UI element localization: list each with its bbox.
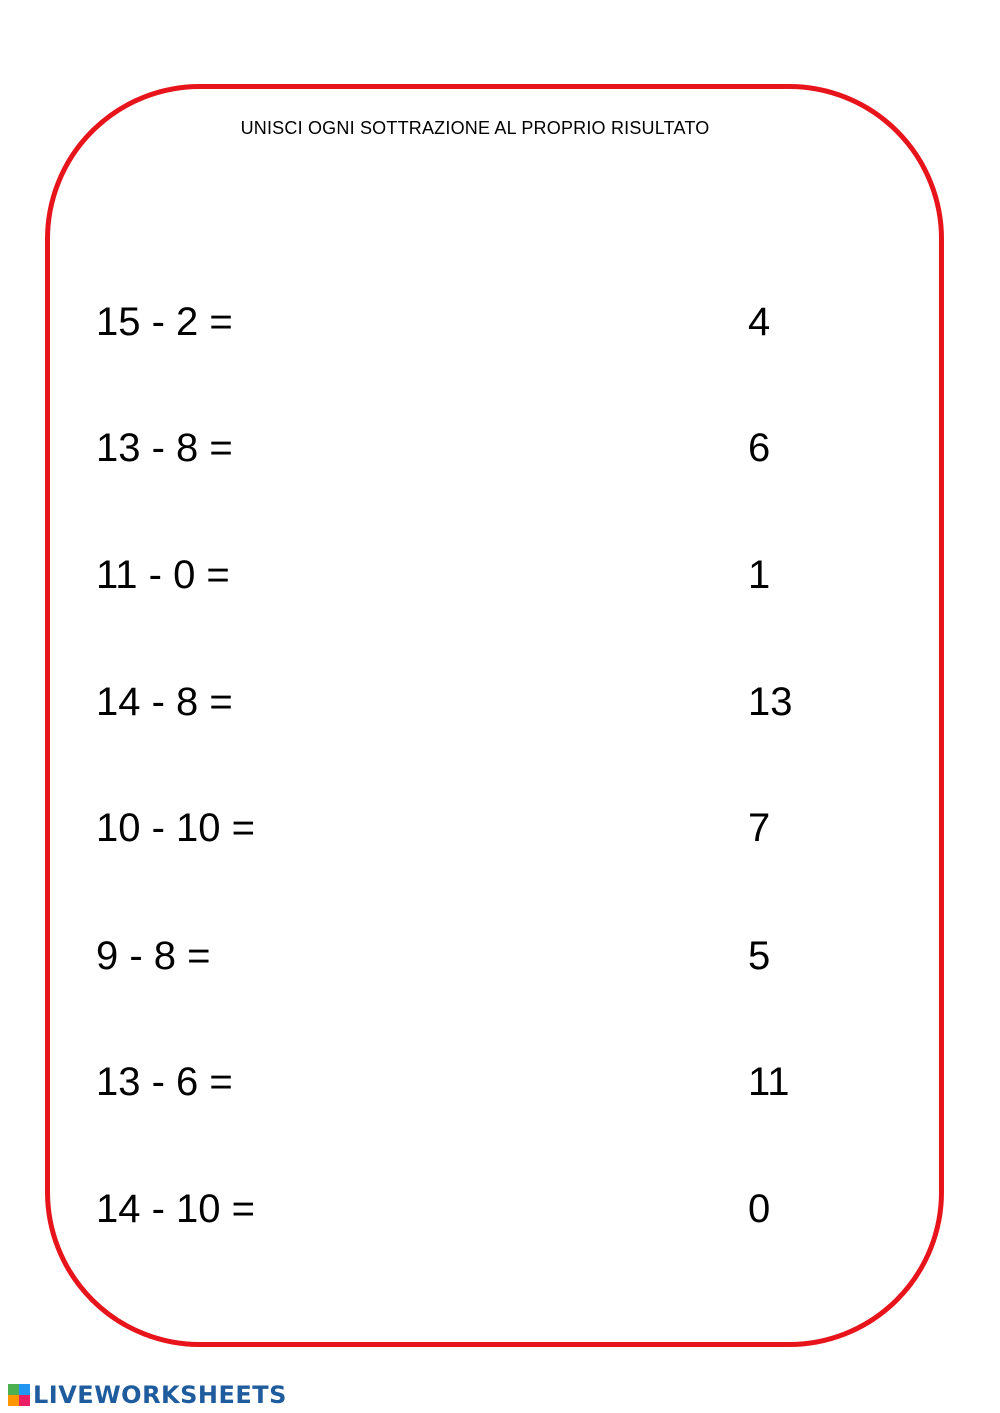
subtraction-expression[interactable]: 14 - 8 = (96, 680, 233, 724)
result-option[interactable]: 11 (748, 1060, 790, 1104)
result-option[interactable]: 5 (748, 934, 771, 978)
subtraction-expression[interactable]: 13 - 6 = (96, 1060, 233, 1104)
exercise-row (0, 545, 1000, 605)
exercise-row (0, 926, 1000, 986)
exercise-row (0, 798, 1000, 858)
result-option[interactable]: 0 (748, 1187, 771, 1231)
result-option[interactable]: 13 (748, 680, 793, 724)
exercise-row (0, 418, 1000, 478)
result-option[interactable]: 7 (748, 806, 771, 850)
result-option[interactable]: 4 (748, 300, 771, 344)
subtraction-expression[interactable]: 9 - 8 = (96, 934, 211, 978)
subtraction-expression[interactable]: 10 - 10 = (96, 806, 256, 850)
subtraction-expression[interactable]: 11 - 0 = (96, 553, 230, 597)
exercise-row (0, 672, 1000, 732)
liveworksheets-logo-icon (8, 1384, 30, 1406)
exercise-row (0, 292, 1000, 352)
logo-text: LIVEWORKSHEETS (33, 1381, 287, 1409)
subtraction-expression[interactable]: 13 - 8 = (96, 426, 233, 470)
instruction-title: UNISCI OGNI SOTTRAZIONE AL PROPRIO RISULTATO (240, 118, 710, 138)
result-option[interactable]: 1 (748, 553, 771, 597)
liveworksheets-logo (8, 1381, 287, 1409)
exercise-row (0, 1179, 1000, 1239)
exercise-row (0, 1052, 1000, 1112)
subtraction-expression[interactable]: 15 - 2 = (96, 300, 233, 344)
subtraction-expression[interactable]: 14 - 10 = (96, 1187, 256, 1231)
result-option[interactable]: 6 (748, 426, 771, 470)
